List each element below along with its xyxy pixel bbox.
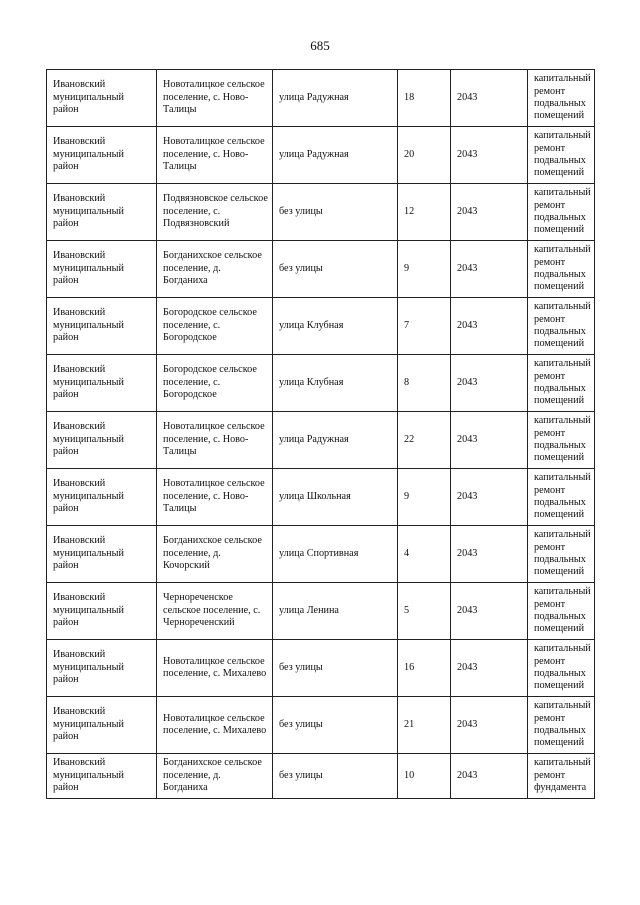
table-row: [47, 298, 595, 355]
table-row: [47, 412, 595, 469]
cell-street: без улицы: [273, 241, 398, 298]
cell-settlement: Чернореченское сельское поселение, с. Чернореченский: [157, 583, 273, 640]
cell-street: без улицы: [273, 640, 398, 697]
cell-district: Ивановский муниципальный район: [47, 754, 157, 799]
cell-house: 10: [398, 754, 451, 799]
cell-house: 5: [398, 583, 451, 640]
registry-table: [46, 69, 595, 799]
cell-street: без улицы: [273, 754, 398, 799]
cell-year: 2043: [451, 298, 528, 355]
cell-settlement: Подвязновское сельское поселение, с. Подвязновский: [157, 184, 273, 241]
table-row: [47, 583, 595, 640]
cell-street: улица Клубная: [273, 355, 398, 412]
cell-house: 9: [398, 469, 451, 526]
cell-settlement: Новоталицкое сельское поселение, с. Михалево: [157, 697, 273, 754]
cell-work: капитальный ремонт подвальных помещений: [528, 640, 595, 697]
cell-work: капитальный ремонт подвальных помещений: [528, 583, 595, 640]
cell-settlement: Богданихское сельское поселение, д. Кочорский: [157, 526, 273, 583]
cell-street: улица Клубная: [273, 298, 398, 355]
table-row: [47, 355, 595, 412]
cell-year: 2043: [451, 241, 528, 298]
cell-work: капитальный ремонт подвальных помещений: [528, 241, 595, 298]
cell-house: 16: [398, 640, 451, 697]
table-row: [47, 127, 595, 184]
cell-street: улица Школьная: [273, 469, 398, 526]
cell-street: улица Радужная: [273, 412, 398, 469]
cell-work: капитальный ремонт подвальных помещений: [528, 298, 595, 355]
cell-settlement: Богородское сельское поселение, с. Богородское: [157, 298, 273, 355]
table-row: [47, 526, 595, 583]
page-number: 685: [310, 38, 330, 53]
cell-year: 2043: [451, 640, 528, 697]
cell-street: без улицы: [273, 184, 398, 241]
cell-street: без улицы: [273, 697, 398, 754]
cell-district: Ивановский муниципальный район: [47, 298, 157, 355]
table-row: [47, 70, 595, 127]
cell-year: 2043: [451, 412, 528, 469]
cell-year: 2043: [451, 526, 528, 583]
cell-district: Ивановский муниципальный район: [47, 697, 157, 754]
cell-settlement: Новоталицкое сельское поселение, с. Михалево: [157, 640, 273, 697]
cell-house: 20: [398, 127, 451, 184]
cell-year: 2043: [451, 583, 528, 640]
cell-year: 2043: [451, 697, 528, 754]
cell-district: Ивановский муниципальный район: [47, 241, 157, 298]
cell-house: 18: [398, 70, 451, 127]
table-row: [47, 754, 595, 799]
cell-settlement: Богданихское сельское поселение, д. Богданиха: [157, 241, 273, 298]
table-row: [47, 640, 595, 697]
cell-street: улица Спортивная: [273, 526, 398, 583]
cell-district: Ивановский муниципальный район: [47, 184, 157, 241]
cell-work: капитальный ремонт подвальных помещений: [528, 412, 595, 469]
cell-district: Ивановский муниципальный район: [47, 355, 157, 412]
cell-work: капитальный ремонт подвальных помещений: [528, 70, 595, 127]
cell-house: 22: [398, 412, 451, 469]
cell-work: капитальный ремонт подвальных помещений: [528, 697, 595, 754]
cell-settlement: Богданихское сельское поселение, д. Богданиха: [157, 754, 273, 799]
cell-work: капитальный ремонт подвальных помещений: [528, 127, 595, 184]
cell-work: капитальный ремонт подвальных помещений: [528, 469, 595, 526]
cell-settlement: Новоталицкое сельское поселение, с. Ново-Талицы: [157, 127, 273, 184]
cell-house: 21: [398, 697, 451, 754]
cell-year: 2043: [451, 70, 528, 127]
cell-house: 9: [398, 241, 451, 298]
cell-house: 8: [398, 355, 451, 412]
cell-street: улица Радужная: [273, 127, 398, 184]
cell-district: Ивановский муниципальный район: [47, 583, 157, 640]
table-row: [47, 469, 595, 526]
cell-settlement: Богородское сельское поселение, с. Богородское: [157, 355, 273, 412]
cell-district: Ивановский муниципальный район: [47, 526, 157, 583]
cell-year: 2043: [451, 127, 528, 184]
cell-year: 2043: [451, 355, 528, 412]
cell-settlement: Новоталицкое сельское поселение, с. Ново-Талицы: [157, 70, 273, 127]
cell-work: капитальный ремонт подвальных помещений: [528, 526, 595, 583]
cell-house: 7: [398, 298, 451, 355]
cell-district: Ивановский муниципальный район: [47, 640, 157, 697]
cell-house: 4: [398, 526, 451, 583]
cell-work: капитальный ремонт фундамента: [528, 754, 595, 799]
cell-work: капитальный ремонт подвальных помещений: [528, 184, 595, 241]
cell-year: 2043: [451, 469, 528, 526]
cell-house: 12: [398, 184, 451, 241]
cell-settlement: Новоталицкое сельское поселение, с. Ново-Талицы: [157, 412, 273, 469]
cell-district: Ивановский муниципальный район: [47, 469, 157, 526]
cell-street: улица Ленина: [273, 583, 398, 640]
table-row: [47, 241, 595, 298]
cell-work: капитальный ремонт подвальных помещений: [528, 355, 595, 412]
cell-district: Ивановский муниципальный район: [47, 70, 157, 127]
cell-district: Ивановский муниципальный район: [47, 412, 157, 469]
cell-settlement: Новоталицкое сельское поселение, с. Ново-Талицы: [157, 469, 273, 526]
table-row: [47, 184, 595, 241]
cell-year: 2043: [451, 184, 528, 241]
cell-district: Ивановский муниципальный район: [47, 127, 157, 184]
table-row: [47, 697, 595, 754]
cell-year: 2043: [451, 754, 528, 799]
cell-street: улица Радужная: [273, 70, 398, 127]
